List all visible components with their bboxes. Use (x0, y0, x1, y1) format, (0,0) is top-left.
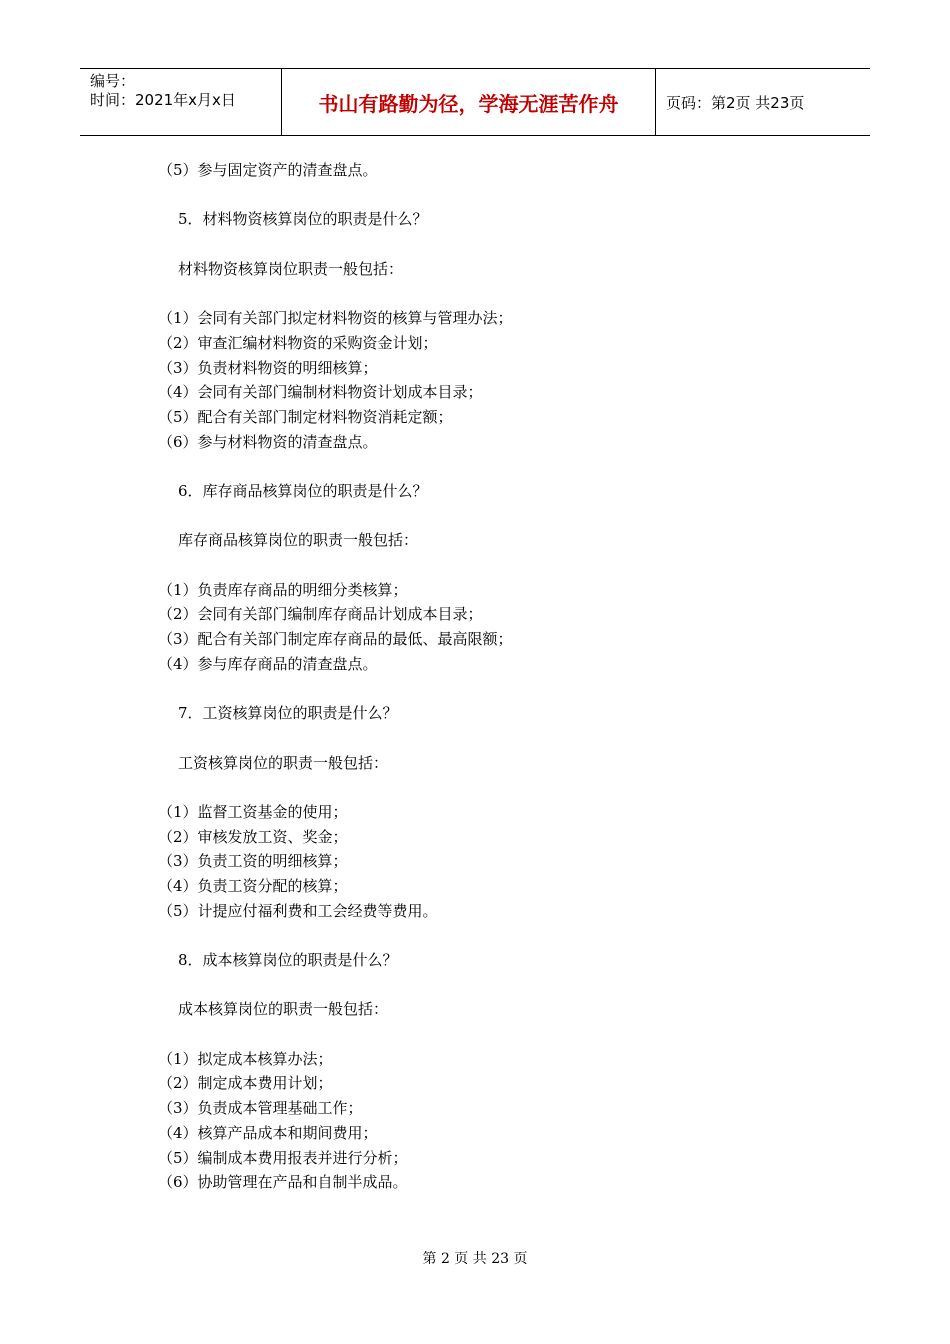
paragraph-gap (158, 923, 858, 948)
list-item: （4）负责工资分配的核算； (158, 876, 348, 895)
paragraph-gap (158, 281, 858, 306)
list-item: （3）负责材料物资的明细核算； (158, 358, 378, 377)
list-item: （4）核算产品成本和期间费用； (158, 1123, 378, 1142)
list-item: （1）拟定成本核算办法； (158, 1049, 333, 1068)
page-header (80, 68, 870, 136)
header-page-label: 页码：第2页 共23页 (666, 93, 805, 112)
list-item: （5）配合有关部门制定材料物资消耗定额； (158, 407, 453, 426)
paragraph-gap (158, 232, 858, 257)
paragraph-gap (158, 183, 858, 208)
paragraph-gap (158, 775, 858, 800)
list-item: （2）审查汇编材料物资的采购资金计划； (158, 333, 438, 352)
list-item: （5）编制成本费用报表并进行分析； (158, 1148, 408, 1167)
list-item: （4）参与库存商品的清查盘点。 (158, 654, 378, 673)
question-line: 8．成本核算岗位的职责是什么？ (178, 951, 398, 969)
list-item: （4）会同有关部门编制材料物资计划成本目录； (158, 383, 483, 402)
paragraph-gap (158, 676, 858, 701)
list-item: （5）计提应付福利费和工会经费等费用。 (158, 901, 438, 920)
question-line: 5．材料物资核算岗位的职责是什么？ (178, 210, 428, 229)
header-motto: 书山有路勤为径，学海无涯苦作舟 (282, 69, 656, 135)
page-footer: 第 2 页 共 23 页 (422, 1251, 528, 1267)
list-item: （3）配合有关部门制定库存商品的最低、最高限额； (158, 630, 513, 649)
question-line: 材料物资核算岗位职责一般包括： (178, 259, 404, 278)
header-meta (80, 69, 282, 135)
list-item: （3）负责成本管理基础工作； (158, 1099, 363, 1118)
list-item: （5）参与固定资产的清查盘点。 (158, 161, 378, 179)
number-label: 编号： (90, 72, 136, 90)
question-line: 成本核算岗位的职责一般包括： (178, 1000, 389, 1019)
list-item: （6）参与材料物资的清查盘点。 (158, 432, 378, 451)
list-item: （6）协助管理在产品和自制半成品。 (158, 1173, 408, 1192)
paragraph-gap (158, 553, 858, 578)
list-item: （2）会同有关部门编制库存商品计划成本目录； (158, 605, 483, 624)
list-item: （1）会同有关部门拟定材料物资的核算与管理办法； (158, 309, 513, 328)
list-item: （2）审核发放工资、奖金； (158, 827, 348, 846)
paragraph-gap (158, 454, 858, 479)
question-line: 工资核算岗位的职责一般包括： (178, 753, 389, 772)
paragraph-gap (158, 973, 858, 998)
list-item: （3）负责工资的明细核算； (158, 852, 348, 871)
list-item: （1）监督工资基金的使用； (158, 802, 348, 821)
list-item: （2）制定成本费用计划； (158, 1074, 333, 1093)
paragraph-gap (158, 1022, 858, 1047)
question-line: 7．工资核算岗位的职责是什么？ (178, 704, 398, 723)
question-line: 库存商品核算岗位的职责一般包括： (178, 531, 419, 550)
document-body (158, 158, 858, 1195)
list-item: （1）负责库存商品的明细分类核算； (158, 580, 408, 599)
question-line: 6．库存商品核算岗位的职责是什么？ (178, 481, 428, 500)
paragraph-gap (158, 504, 858, 529)
time-label: 时间：2021年x月x日 (90, 91, 236, 109)
paragraph-gap (158, 726, 858, 751)
